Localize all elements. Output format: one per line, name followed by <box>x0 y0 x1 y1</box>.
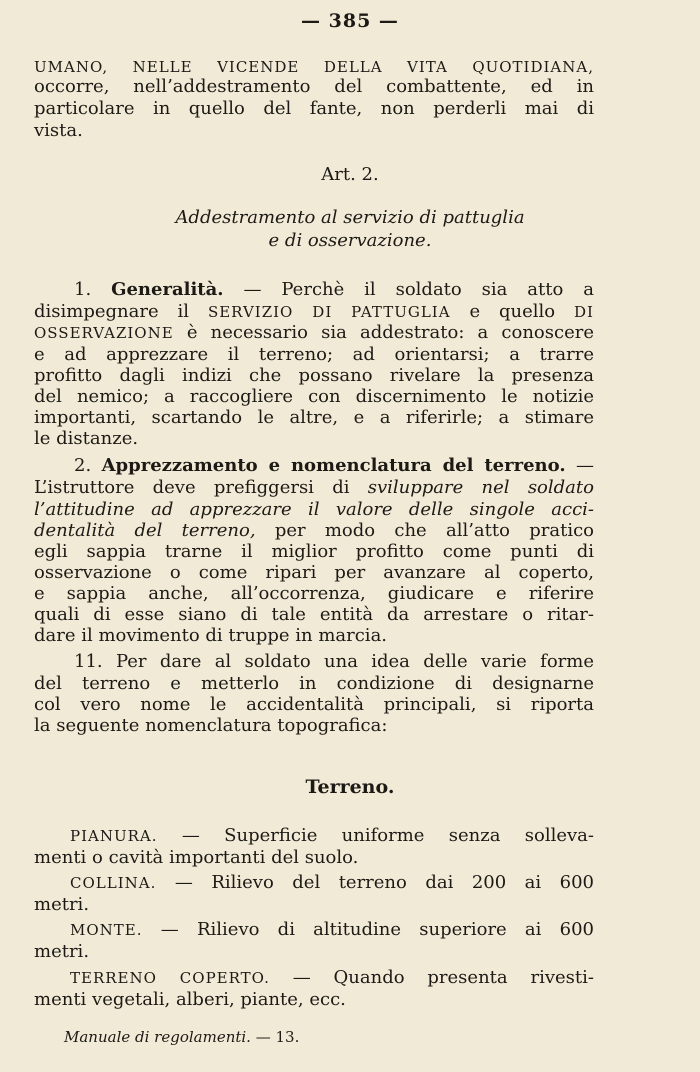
signature-number: — 13. <box>255 1028 300 1046</box>
term: PIANURA. <box>70 827 158 845</box>
text-line: del nemico; a raccogliere con discernimento le notizie <box>34 386 594 407</box>
text-run: — Quando presenta rivesti- <box>292 967 594 988</box>
small-caps-text: SERVIZIO DI PATTUGLIA <box>207 303 451 321</box>
section-title: Addestramento al servizio di pattuglia <box>175 207 525 228</box>
text-line: menti o cavità importanti del suolo. <box>34 847 359 868</box>
text-run: disimpegnare il <box>34 301 190 322</box>
text-run: è necessario sia addestrato: a conoscere <box>186 322 594 343</box>
text-line: particolare in quello del fante, non perderli mai di <box>34 98 594 119</box>
page-number: — 385 — <box>301 10 399 32</box>
text-line: importanti, scartando le altre, e a riferirle; a stimare <box>34 407 594 428</box>
definition-line <box>70 967 594 989</box>
text-line <box>34 477 594 499</box>
text-run: — Rilievo del terreno dai 200 ai 600 <box>174 872 594 893</box>
article-heading: Art. 2. <box>321 164 379 185</box>
text-line: del terreno e metterlo in condizione di designarne <box>34 673 594 694</box>
italic-text: sviluppare nel soldato <box>367 477 594 498</box>
text-line: metri. <box>34 894 90 915</box>
text-line: la seguente nomenclatura topografica: <box>34 715 388 736</box>
text-run: — Rilievo di altitudine superiore ai 600 <box>160 919 594 940</box>
small-caps-text: UMANO, NELLE VICENDE DELLA VITA QUOTIDIANA, <box>34 58 594 76</box>
text-line <box>34 56 594 78</box>
text-line <box>34 322 594 344</box>
text-run: per modo che all’atto pratico <box>274 520 594 541</box>
text-line <box>34 301 594 323</box>
text-line: osservazione o come ripari per avanzare al coperto, <box>34 562 594 583</box>
definition-line <box>70 825 594 847</box>
term: TERRENO COPERTO. <box>70 969 270 987</box>
paragraph-number: 2. <box>74 455 92 476</box>
paragraph-first-line <box>74 455 594 477</box>
text-line: le distanze. <box>34 428 139 449</box>
text-line: vista. <box>34 120 83 141</box>
subheading: Terreno. <box>305 776 395 798</box>
term: MONTE. <box>70 921 143 939</box>
small-caps-text: DI <box>574 303 594 321</box>
definition-line <box>70 919 594 941</box>
text-run: L’istruttore deve prefiggersi di <box>34 477 350 498</box>
text-run: — Superficie uniforme senza solleva- <box>181 825 594 846</box>
definition-line <box>70 872 594 894</box>
paragraph-first-line: 11. Per dare al soldato una idea delle varie forme <box>74 651 594 672</box>
text-line: e ad apprezzare il terreno; ad orientarsi; a trarre <box>34 344 594 365</box>
paragraph-number: 1. <box>74 279 92 300</box>
paragraph-heading: Generalità. <box>111 279 224 300</box>
text-run: — Perchè il soldato sia atto a <box>243 279 594 300</box>
text-line: l’attitudine ad apprezzare il valore delle singole acci- <box>34 499 594 520</box>
text-line: occorre, nell’addestramento del combattente, ed in <box>34 76 594 97</box>
page-footer <box>64 1028 299 1046</box>
text-line: col vero nome le accidentalità principali, si riporta <box>34 694 594 715</box>
section-title: e di osservazione. <box>268 230 432 251</box>
text-line: quali di esse siano di tale entità da arrestare o ritar- <box>34 604 594 625</box>
term: COLLINA. <box>70 874 157 892</box>
text-line: egli sappia trarne il miglior profitto come punti di <box>34 541 594 562</box>
text-line: e sappia anche, all’occorrenza, giudicare e riferire <box>34 583 594 604</box>
paragraph-heading: Apprezzamento e nomenclatura del terreno. <box>101 455 566 476</box>
text-line: metri. <box>34 941 90 962</box>
paragraph-first-line <box>74 279 594 301</box>
text-line: menti vegetali, alberi, piante, ecc. <box>34 989 346 1010</box>
text-run: e quello <box>469 301 556 322</box>
text-run: — <box>576 455 594 476</box>
italic-text: dentalità del terreno, <box>34 520 256 541</box>
text-line <box>34 520 594 542</box>
footer-title: Manuale di regolamenti. <box>64 1028 251 1046</box>
text-line: dare il movimento di truppe in marcia. <box>34 625 388 646</box>
text-line: profitto dagli indizi che possano rivelare la presenza <box>34 365 594 386</box>
small-caps-text: OSSERVAZIONE <box>34 324 174 342</box>
